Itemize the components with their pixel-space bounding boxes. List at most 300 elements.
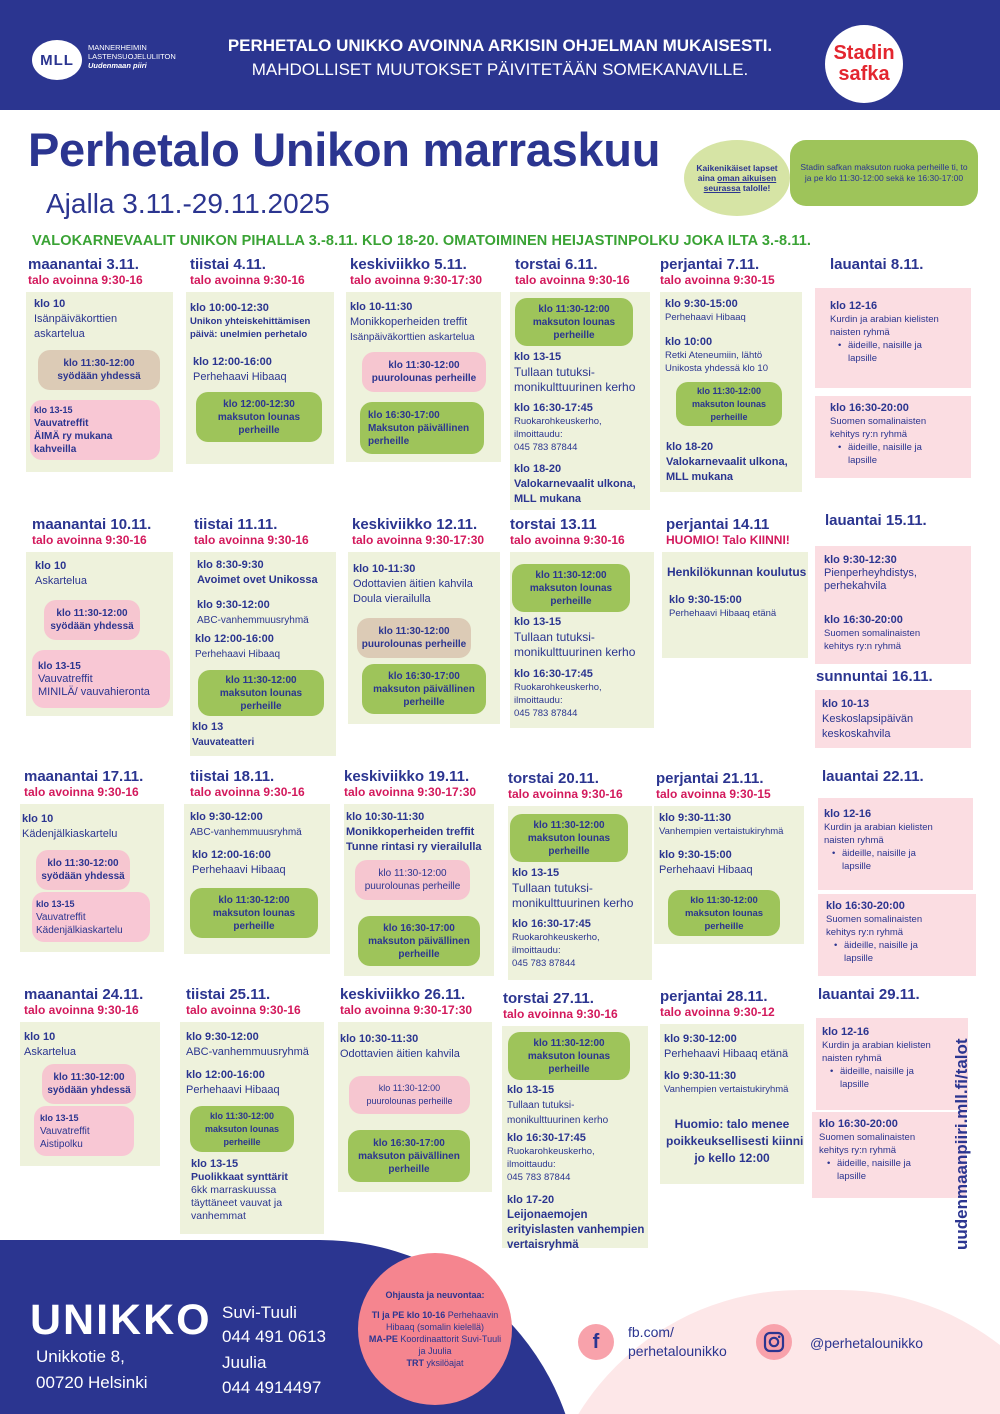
pill-time: klo 11:30-12:00 xyxy=(378,868,447,879)
event xyxy=(350,300,475,345)
event-text: Tullaan tutuksi- xyxy=(514,630,595,644)
event-text: monikulttuurinen kerho xyxy=(514,380,636,394)
event-time: klo 10 xyxy=(22,813,54,825)
event xyxy=(819,1118,915,1183)
day-header xyxy=(818,986,920,1003)
event-text: kehitys ry:n ryhmä xyxy=(824,641,902,652)
event xyxy=(666,440,788,485)
pill-time: klo 11:30-12:00 xyxy=(378,1083,441,1093)
event-text: vanhemmat xyxy=(191,1210,246,1222)
event-time: klo 12:00-16:00 xyxy=(195,633,274,645)
pill-text: maksuton lounas xyxy=(691,398,766,409)
event-text: naisten ryhmä xyxy=(822,1053,882,1064)
event-text: Unikon yhteiskehittämisen xyxy=(190,316,311,327)
event-text: Suomen somalinaisten xyxy=(819,1132,916,1143)
event xyxy=(353,562,473,607)
day-header xyxy=(190,256,305,287)
event-text: 045 783 87844 xyxy=(507,1172,571,1183)
event-text: • äideille, naisille ja xyxy=(830,1065,931,1078)
pill-time: klo 11:30-12:00 xyxy=(696,385,762,396)
event-time: klo 13-15 xyxy=(507,1084,555,1096)
pill-time: klo 13-15 xyxy=(40,1112,79,1123)
event-text: Odottavien äitien kahvila xyxy=(353,578,473,590)
lunch-pill xyxy=(190,888,318,938)
mll-logo: MLL xyxy=(32,40,82,80)
event-text: Pienperheyhdistys, xyxy=(824,567,917,579)
guidance-title: Ohjausta ja neuvontaa: xyxy=(385,1290,485,1300)
facebook-link[interactable] xyxy=(628,1323,727,1361)
event-text: Ruokarohkeuskerho, xyxy=(512,932,600,943)
event xyxy=(822,697,913,742)
event-time: klo 17-20 xyxy=(507,1194,555,1206)
guidance-time: MA-PE xyxy=(368,1334,398,1344)
event-time: klo 12-16 xyxy=(824,808,872,820)
pill-time: klo 11:30-12:00 xyxy=(218,894,290,906)
pill-text: syödään yhdessä xyxy=(50,621,134,632)
event-text: lapsille xyxy=(848,353,878,364)
header-line1: PERHETALO UNIKKO AVOINNA ARKISIN OHJELMAN MUKAISESTI. xyxy=(227,36,773,55)
pill-time: klo 13-15 xyxy=(34,405,73,415)
notice-text: Huomio: talo menee xyxy=(674,1117,790,1131)
pill-time: klo 11:30-12:00 xyxy=(388,360,460,371)
unikko-logo: UNIKKO xyxy=(30,1296,212,1344)
pill-time: klo 11:30-12:00 xyxy=(538,303,610,315)
event-text: Perhehaavi Hibaaq xyxy=(193,371,287,383)
event-time: klo 9:30-11:30 xyxy=(659,812,732,824)
event xyxy=(340,1032,460,1062)
day-header xyxy=(32,516,151,547)
pill-text: perheille xyxy=(548,1063,590,1075)
event-text: erityislasten vanhempien xyxy=(507,1224,645,1236)
event xyxy=(665,298,746,324)
event xyxy=(197,558,318,588)
event-text: Suomen somalinaisten xyxy=(826,914,923,925)
event-text: Suomen somalinaisten xyxy=(830,416,927,427)
pill-text: perheille xyxy=(233,920,275,932)
day-header xyxy=(344,768,476,799)
event-text: Isänpäiväkorttien xyxy=(34,313,118,325)
event-time: klo 9:30-12:30 xyxy=(824,554,897,566)
event xyxy=(35,559,87,589)
instagram-handle[interactable]: @perhetalounikko xyxy=(810,1335,924,1351)
event xyxy=(826,900,922,965)
pill-text: maksuton päivällinen xyxy=(368,935,470,947)
event xyxy=(824,808,933,873)
event-time: klo 12:00-16:00 xyxy=(193,356,272,368)
event xyxy=(514,462,636,507)
pill-text: Vauvatreffit xyxy=(34,418,89,429)
event-text: • äideille, naisille ja xyxy=(827,1157,915,1170)
pill-text: puurolounas perheille xyxy=(366,1096,453,1106)
event xyxy=(197,598,309,628)
lunch-pill xyxy=(190,1106,294,1152)
safka-word: safka xyxy=(838,63,890,85)
pill-time: klo 16:30-17:00 xyxy=(373,1137,445,1149)
event-time: klo 9:30-15:00 xyxy=(669,594,742,606)
day-name: perjantai 21.11. xyxy=(656,770,764,787)
day-name: sunnuntai 16.11. xyxy=(816,668,933,685)
event-time: klo 10 xyxy=(34,298,66,310)
closing-notice xyxy=(666,1116,804,1167)
event-text: Odottavien äitien kahvila xyxy=(340,1048,460,1060)
event-text: lapsille xyxy=(842,861,872,872)
meal-pill xyxy=(42,1064,136,1104)
pill-text: perheille xyxy=(553,329,595,341)
event-text: perhekahvila xyxy=(824,580,887,592)
day-header xyxy=(666,516,790,547)
day-header xyxy=(503,990,618,1021)
event-text: Perhehaavi Hibaaq etänä xyxy=(664,1048,789,1060)
event-time: klo 10 xyxy=(24,1031,56,1043)
pill-text: maksuton lounas xyxy=(212,907,296,919)
event-time: klo 13-15 xyxy=(514,616,562,628)
lunch-pill xyxy=(510,814,628,862)
pill-text: maksuton lounas xyxy=(532,316,616,328)
day-header xyxy=(515,256,630,287)
event-text: Perhehaavi Hibaaq xyxy=(186,1084,280,1096)
day-name: keskiviikko 26.11. xyxy=(340,986,466,1003)
event-text: • äideille, naisille ja xyxy=(832,847,933,860)
opening-hours: talo avoinna 9:30-16 xyxy=(510,533,625,547)
event-text: naisten ryhmä xyxy=(824,835,884,846)
event-text: keskoskahvila xyxy=(822,728,891,740)
day-header xyxy=(510,516,625,547)
stadin-safka-notice: Stadin safkan maksuton ruoka perheille ti, to ja pe klo 11:30-12:00 sekä ke 16:30-17:00 xyxy=(790,140,978,206)
event-text: Ruokarohkeuskerho, xyxy=(507,1146,595,1157)
day-header xyxy=(508,770,623,801)
event xyxy=(514,668,602,720)
event-time: klo 16:30-20:00 xyxy=(826,900,905,912)
event-time: klo 13-15 xyxy=(191,1158,239,1170)
porridge-pill xyxy=(355,860,470,900)
event-text: ABC-vanhemmuusryhmä xyxy=(197,615,309,626)
pill-text: Vauvatreffit xyxy=(40,1125,90,1137)
day-name: tiistai 18.11. xyxy=(190,768,275,785)
lunch-pill xyxy=(196,392,322,442)
event-text: Puolikkaat synttärit xyxy=(191,1171,288,1183)
event-text: Vauvateatteri xyxy=(192,737,255,748)
pill-text: puurolounas perheille xyxy=(364,881,461,892)
mll-line1: MANNERHEIMIN xyxy=(88,43,147,52)
day-header xyxy=(816,668,933,685)
event-text: kehitys ry:n ryhmä xyxy=(830,429,908,440)
facebook-icon[interactable]: f xyxy=(578,1324,614,1360)
pill-text: maksuton lounas xyxy=(217,411,301,423)
event-text: kehitys ry:n ryhmä xyxy=(819,1145,897,1156)
event-text: kehitys ry:n ryhmä xyxy=(826,927,904,938)
day-header xyxy=(340,986,472,1017)
event-text: monikulttuurinen kerho xyxy=(507,1115,609,1126)
event-text: Valokarnevaalit ulkona, xyxy=(666,456,788,468)
contact-name: Juulia xyxy=(222,1353,267,1372)
pill-time: klo 11:30-12:00 xyxy=(56,608,128,619)
opening-hours: talo avoinna 9:30-16 xyxy=(32,533,147,547)
opening-hours: talo avoinna 9:30-16 xyxy=(28,273,143,287)
dinner-pill xyxy=(360,402,484,454)
event-time: klo 9:30-12:00 xyxy=(186,1031,259,1043)
stadin-word: Stadin xyxy=(833,42,895,64)
event-text: päivä: unelmien perhetalo xyxy=(190,329,308,340)
pill-text: perheille xyxy=(240,700,282,712)
event xyxy=(664,1070,788,1096)
day-header xyxy=(660,256,775,287)
bubble-text-1: Kaikenikäiset lapset aina xyxy=(696,163,778,183)
pill-text: kahveilla xyxy=(34,444,77,455)
event-time: klo 13-15 xyxy=(514,351,562,363)
event-text: MLL mukana xyxy=(666,471,734,483)
pill-text: perheille xyxy=(548,845,590,857)
meal-pill xyxy=(36,850,130,890)
closed-notice: HUOMIO! Talo KIINNI! xyxy=(666,533,790,547)
pill-text: perheille xyxy=(704,920,744,932)
day-header xyxy=(660,988,775,1019)
dinner-pill xyxy=(358,916,480,966)
event-time: klo 18-20 xyxy=(514,463,562,475)
pill-time: klo 11:30-12:00 xyxy=(63,358,135,369)
opening-hours: talo avoinna 9:30-15 xyxy=(660,273,775,287)
pill-time: klo 11:30-12:00 xyxy=(535,569,607,581)
guidance-time: TRT xyxy=(406,1358,424,1368)
pill-text: perheille xyxy=(238,424,280,436)
address-city: 00720 Helsinki xyxy=(36,1373,148,1392)
event-text: lapsille xyxy=(844,953,874,964)
event-pill xyxy=(32,650,170,708)
day-header xyxy=(24,986,143,1017)
event xyxy=(190,302,310,341)
guidance-circle xyxy=(358,1253,512,1405)
day-name: maanantai 3.11. xyxy=(28,256,139,273)
pill-time: klo 11:30-12:00 xyxy=(533,1037,605,1049)
event-text: MLL mukana xyxy=(514,493,582,505)
event-time: klo 16:30-17:45 xyxy=(514,402,593,414)
day-name: tiistai 11.11. xyxy=(194,516,278,533)
event xyxy=(514,615,635,660)
pill-time: klo 11:30-12:00 xyxy=(53,1072,125,1083)
pill-time: klo 11:30-12:00 xyxy=(533,819,605,831)
day-name: lauantai 8.11. xyxy=(830,256,924,273)
pill-text: perheille xyxy=(710,411,748,422)
event-text: Kädenjälkiaskartelu xyxy=(22,828,118,840)
day-name: lauantai 15.11. xyxy=(825,512,927,529)
pill-text: maksuton lounas xyxy=(219,687,303,699)
event-text: ABC-vanhemmuusryhmä xyxy=(190,827,302,838)
event-text: • äideille, naisille ja xyxy=(838,339,939,352)
event-time: klo 10 xyxy=(35,560,67,572)
event-time: klo 16:30-20:00 xyxy=(830,402,909,414)
day-header xyxy=(350,256,482,287)
meal-pill xyxy=(44,600,140,640)
pill-text: syödään yhdessä xyxy=(41,871,125,882)
porridge-pill xyxy=(362,352,486,392)
day-name: keskiviikko 19.11. xyxy=(344,768,470,785)
event-time: klo 10:30-11:30 xyxy=(340,1033,419,1045)
pill-text: maksuton lounas xyxy=(684,907,764,919)
day-header xyxy=(186,986,301,1017)
day-name: maanantai 17.11. xyxy=(24,768,144,785)
pill-time: klo 11:30-12:00 xyxy=(378,626,450,637)
event-text: täyttäneet vauvat ja xyxy=(191,1197,283,1209)
event-time: klo 16:30-17:45 xyxy=(507,1132,586,1144)
event xyxy=(664,1032,788,1062)
notice-text: poikkeuksellisesti kiinni xyxy=(666,1134,804,1148)
opening-hours: talo avoinna 9:30-16 xyxy=(503,1007,618,1021)
event-text: Ruokarohkeuskerho, xyxy=(514,416,602,427)
day-name: perjantai 14.11 xyxy=(666,516,770,533)
pill-text: syödään yhdessä xyxy=(47,1085,131,1096)
pill-time: klo 13-15 xyxy=(36,898,75,909)
opening-hours: talo avoinna 9:30-17:30 xyxy=(350,273,483,287)
event-text: Vanhempien vertaistukiryhmä xyxy=(664,1084,789,1095)
event-text: Leijonaemojen xyxy=(507,1209,588,1221)
event-time: klo 9:30-11:30 xyxy=(664,1070,737,1082)
event xyxy=(512,918,600,970)
event xyxy=(186,1068,280,1098)
event-banner: VALOKARNEVAALIT UNIKON PIHALLA 3.-8.11. KLO 18-20. OMATOIMINEN HEIJASTINPOLKU JOKA ILTA 3.-8.11. xyxy=(32,233,812,249)
event xyxy=(346,810,482,855)
event-text: Retki Ateneumiin, lähtö xyxy=(665,350,763,361)
event xyxy=(665,336,768,375)
day-name: torstai 13.11 xyxy=(510,516,597,533)
instagram-icon[interactable] xyxy=(756,1324,792,1360)
event xyxy=(195,632,280,662)
day-name: keskiviikko 5.11. xyxy=(350,256,467,273)
day-header xyxy=(352,516,484,547)
event-text: ilmoittaudu: xyxy=(514,695,563,706)
event xyxy=(824,554,917,593)
pill-text: Aistipolku xyxy=(40,1138,83,1150)
event-time: klo 8:30-9:30 xyxy=(197,559,264,571)
event xyxy=(192,848,286,878)
pill-text: maksuton lounas xyxy=(204,1123,279,1134)
day-header xyxy=(24,768,143,799)
opening-hours: talo avoinna 9:30-16 xyxy=(24,1003,139,1017)
event-text: lapsille xyxy=(840,1079,870,1090)
pill-time: klo 11:30-12:00 xyxy=(225,674,297,686)
event-text: Valokarnevaalit ulkona, xyxy=(514,478,636,490)
event-time: klo 12:00-16:00 xyxy=(186,1069,265,1081)
event xyxy=(190,810,302,840)
pill-time: klo 11:30-12:00 xyxy=(47,858,119,869)
event xyxy=(659,812,783,838)
day-name: perjantai 28.11. xyxy=(660,988,768,1005)
event-text: Perhehaavi Hibaaq xyxy=(192,864,286,876)
event xyxy=(512,866,633,911)
event xyxy=(22,812,117,842)
pill-text: maksuton päivällinen xyxy=(358,1150,460,1162)
guidance-text: yksilöajat xyxy=(426,1358,464,1368)
pill-text: perheille xyxy=(398,948,440,960)
event-text: lapsille xyxy=(837,1171,867,1182)
event-time: klo 10:00 xyxy=(665,336,713,348)
event-text: Keskoslapsipäivän xyxy=(822,713,914,725)
pill-time: klo 16:30-17:00 xyxy=(383,922,455,934)
event-text: Ruokarohkeuskerho, xyxy=(514,682,602,693)
event-text: askartelua xyxy=(34,328,85,340)
event-text: Monikkoperheiden treffit xyxy=(350,316,468,328)
event-time: klo 12-16 xyxy=(822,1026,870,1038)
event xyxy=(669,594,776,620)
lunch-pill xyxy=(198,670,324,716)
event-pill xyxy=(34,1106,134,1156)
event-text: Tullaan tutuksi- xyxy=(514,365,595,379)
event-text: Perhehaavi Hibaaq xyxy=(195,649,281,660)
event-time: klo 10:30-11:30 xyxy=(346,811,425,823)
event xyxy=(24,1030,76,1060)
pill-time: klo 12:00-12:30 xyxy=(223,398,295,410)
event-text: Suomen somalinaisten xyxy=(824,628,921,639)
event-time: klo 16:30-20:00 xyxy=(819,1118,898,1130)
lunch-pill xyxy=(676,382,782,426)
event xyxy=(507,1193,644,1253)
facebook-text: perhetalounikko xyxy=(628,1343,727,1359)
contact-phone[interactable]: 044 4914497 xyxy=(222,1378,322,1397)
day-name: perjantai 7.11. xyxy=(660,256,760,273)
mll-line3: Uudenmaan piiri xyxy=(88,61,147,70)
event xyxy=(514,350,635,395)
opening-hours: talo avoinna 9:30-16 xyxy=(186,1003,301,1017)
guidance-text: Perhehaavin Hibaaq (somalin kielellä) xyxy=(385,1310,499,1332)
event-text: ilmoittaudu: xyxy=(507,1159,556,1170)
lunch-pill xyxy=(512,564,630,612)
event-text: Perhehaavi Hibaaq etänä xyxy=(669,608,777,619)
instagram-glyph xyxy=(763,1331,785,1353)
event-text: vertaisryhmä xyxy=(507,1239,579,1251)
event-text: Vanhempien vertaistukiryhmä xyxy=(659,826,784,837)
event-text: Kurdin ja arabian kielisten xyxy=(824,822,933,833)
pill-text: Maksuton päivällinen xyxy=(368,422,470,434)
event xyxy=(667,565,806,580)
dinner-pill xyxy=(348,1130,470,1182)
opening-hours: talo avoinna 9:30-16 xyxy=(194,533,309,547)
event-text: Askartelua xyxy=(24,1046,76,1058)
contact-phone[interactable]: 044 491 0613 xyxy=(222,1327,326,1346)
event-text: Askartelua xyxy=(35,575,87,587)
day-name: tiistai 4.11. xyxy=(190,256,266,273)
event-text: Isänpäiväkorttien askartelua xyxy=(350,332,475,343)
pill-text: maksuton lounas xyxy=(527,1050,611,1062)
event-text: naisten ryhmä xyxy=(830,327,890,338)
event xyxy=(507,1132,595,1184)
event-text: monikulttuurinen kerho xyxy=(514,645,636,659)
event xyxy=(824,614,920,653)
guidance-time: TI ja PE klo 10-16 xyxy=(371,1310,446,1320)
event-time: klo 9:30-15:00 xyxy=(665,298,738,310)
event-text: • äideille, naisille ja xyxy=(834,939,922,952)
event-text: 045 783 87844 xyxy=(512,958,576,969)
pill-text: perheille xyxy=(550,595,592,607)
header-line2: MAHDOLLISET MUUTOKSET PÄIVITETÄÄN SOMEKANAVILLE. xyxy=(251,60,749,79)
day-name: torstai 6.11. xyxy=(515,256,598,273)
opening-hours: talo avoinna 9:30-17:30 xyxy=(340,1003,473,1017)
event-text: ABC-vanhemmuusryhmä xyxy=(186,1046,309,1058)
event-text: Doula vierailulla xyxy=(353,593,431,605)
event xyxy=(659,848,753,878)
event-time: klo 9:30-12:00 xyxy=(664,1033,737,1045)
event xyxy=(822,1026,931,1091)
day-name: torstai 20.11. xyxy=(508,770,599,787)
event-text: Kurdin ja arabian kielisten xyxy=(830,314,939,325)
day-name: torstai 27.11. xyxy=(503,990,594,1007)
event-time: klo 10-11:30 xyxy=(350,301,413,313)
opening-hours: talo avoinna 9:30-15 xyxy=(656,787,771,801)
event xyxy=(507,1083,608,1128)
event-time: klo 12-16 xyxy=(830,300,878,312)
website-url[interactable]: uudenmaanpiiri.mll.fi/talot xyxy=(952,1038,971,1250)
event-time: klo 10-11:30 xyxy=(353,563,416,575)
event-text: ilmoittaudu: xyxy=(514,429,563,440)
pill-time: klo 16:30-17:00 xyxy=(388,670,460,682)
lunch-pill xyxy=(668,890,780,936)
